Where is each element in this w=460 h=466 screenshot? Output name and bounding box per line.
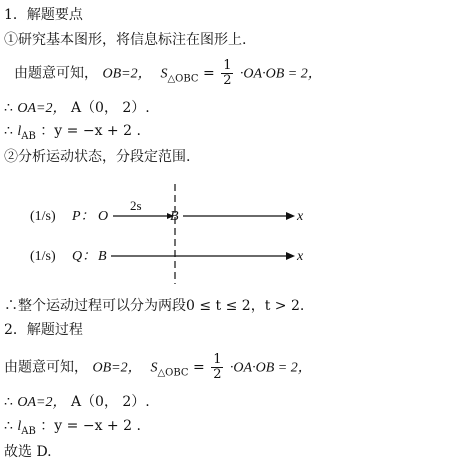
line-subscript: AB [21,425,36,437]
row2-end: x [297,249,304,264]
therefore-oa-line [4,99,150,118]
oa-value: OA=2， [17,101,67,116]
therefore-symbol: ∴ [4,123,13,139]
therefore-symbol: ∴ [4,418,13,434]
point-a: A（0， 2）. [70,394,150,410]
area-subscript: △OBC [167,73,199,85]
area-symbol: S [150,360,158,376]
given-prefix: 由题意可知， [4,359,88,376]
conclusion-text: ∴整个运动过程可以分为两段0 ≤ t ≤ 2，t > 2. [4,298,305,314]
point-a: A（0， 2）. [70,100,150,116]
row2-label: Q： [72,249,97,264]
row2-speed: (1/s) [30,249,56,264]
area-rhs: ·OA·OB = 2， [229,360,312,376]
given-equation [14,59,322,88]
line-equation: ：y = −x + 2 . [40,123,141,139]
fraction-numerator: 1 [213,352,222,367]
given-prefix: 由题意可知， [14,65,98,82]
row1-speed: (1/s) [30,209,56,224]
row1-end: x [297,209,304,224]
therefore-symbol: ∴ [4,100,13,116]
row1-mid: B [170,209,179,224]
area-symbol: S [160,66,168,82]
step-one-text: ①研究基本图形，将信息标注在图形上. [4,32,247,48]
final-answer: 故选 D. [4,444,52,460]
area-subscript: △OBC [157,367,189,379]
ob-value: OB=2， [102,66,152,82]
therefore-oa-line-2 [4,393,150,412]
row2-start: B [98,249,107,264]
row1-ray-arrowhead [286,212,295,220]
area-rhs: ·OA·OB = 2， [239,66,322,82]
therefore-line-equation [4,122,141,146]
line-symbol: l [17,124,22,139]
row1-label: P： [72,209,95,224]
line-equation: ：y = −x + 2 . [40,418,141,434]
line-symbol: l [17,419,22,434]
section-heading-process: 2．解题过程 [4,322,83,338]
equals-sign: = [203,65,220,82]
therefore-line-equation-2 [4,417,141,441]
fraction-half [221,59,233,88]
fraction-numerator: 1 [223,58,232,73]
section-heading-key-points: 1．解题要点 [4,7,83,23]
row2-ray-arrowhead [286,252,295,260]
given-equation-2 [4,353,312,382]
therefore-symbol: ∴ [4,394,13,410]
fraction-denominator: 2 [213,367,222,382]
equals-sign: = [193,359,210,376]
ob-value: OB=2， [92,360,142,376]
row1-time: 2s [130,198,142,213]
fraction-denominator: 2 [223,73,232,88]
oa-value: OA=2， [17,395,67,410]
fraction-half [211,353,223,382]
line-subscript: AB [21,130,36,142]
step-two-text: ②分析运动状态，分段定范围. [4,149,191,165]
row1-start: O [98,209,109,224]
motion-diagram [0,180,460,290]
